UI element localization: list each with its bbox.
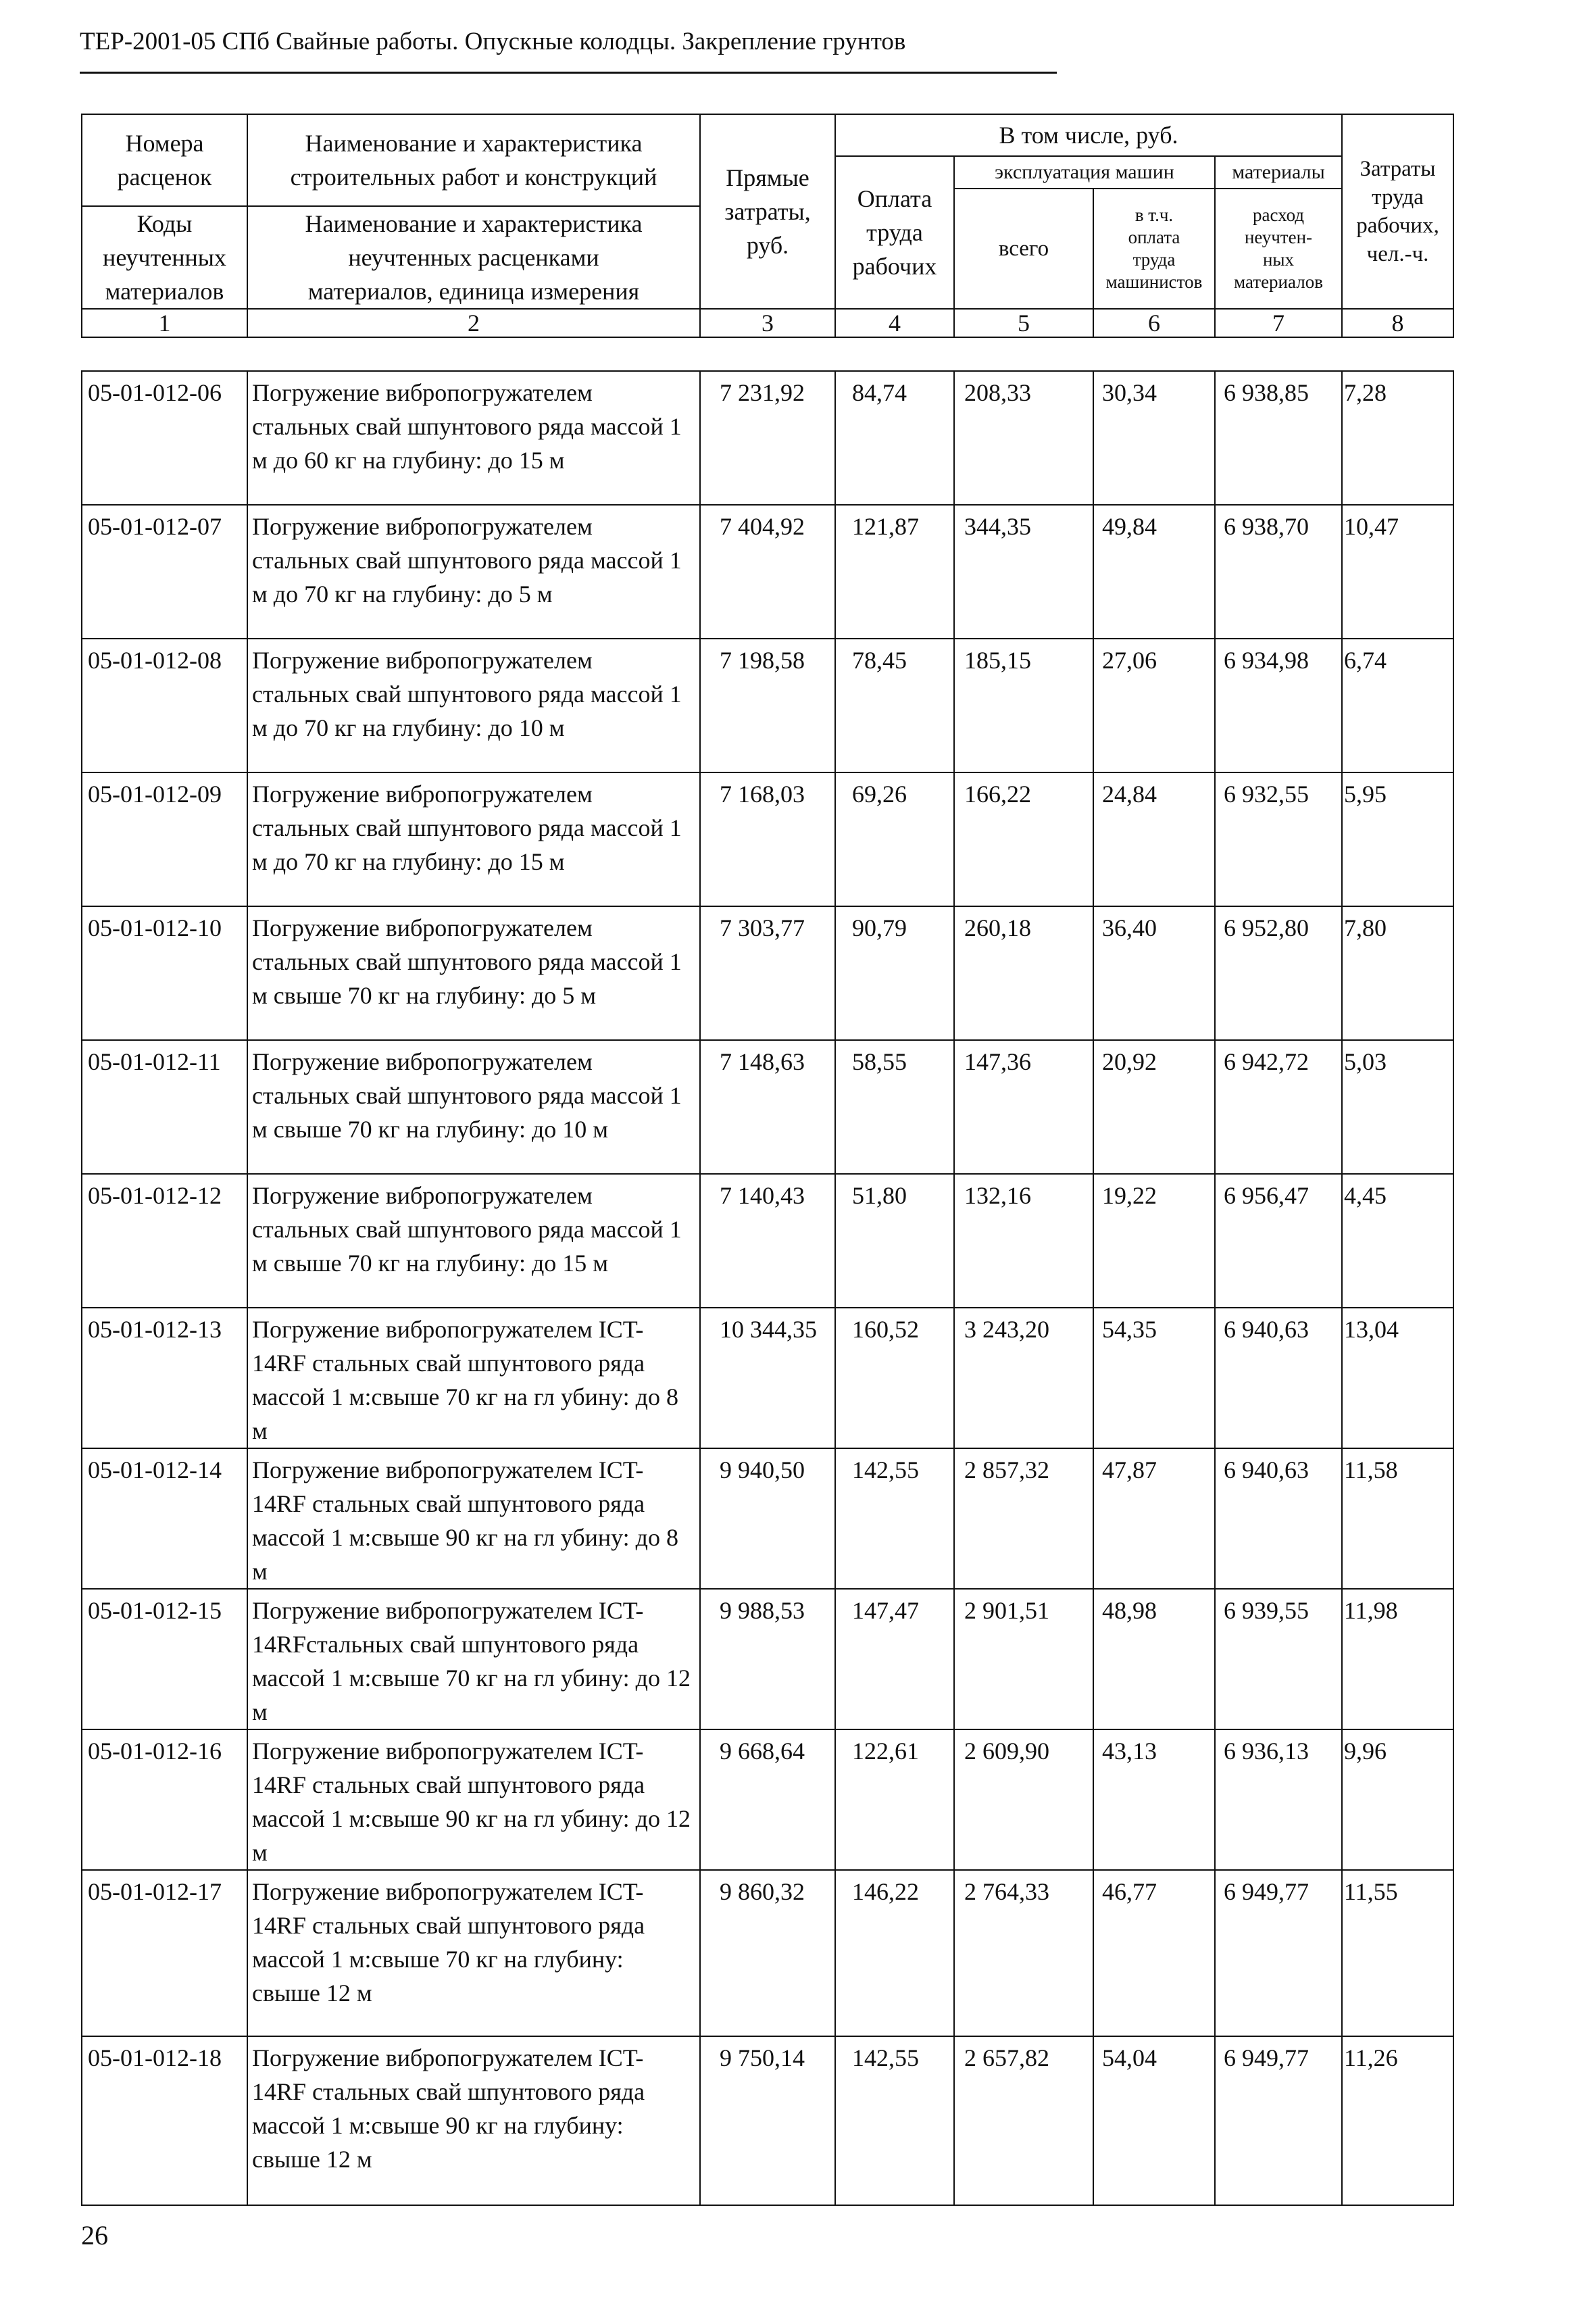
header-work-name: Наименование и характеристика строительных работ и конструкций [247,114,700,206]
labor-hours-cell: 10,47 [1342,505,1453,639]
table-row [82,1308,1453,1448]
table-row [82,1174,1453,1308]
header-labor-pay: Оплата труда рабочих [835,156,954,309]
labor-pay-cell: 142,55 [835,2036,954,2205]
labor-hours-cell: 11,98 [1342,1589,1453,1729]
column-number: 8 [1342,309,1453,337]
header-unaccounted-materials: расход неучтен- ных материалов [1215,189,1342,309]
work-description-cell: Погружение вибропогружателем ICT-14RFстальных свай шпунтового ряда массой 1 м:свыше 70 кг на гл убину: до 12 м [247,1589,700,1729]
work-description-cell: Погружение вибропогружателем стальных свай шпунтового ряда массой 1 м до 60 кг на глубину: до 15 м [247,371,700,505]
direct-costs-cell: 9 940,50 [700,1448,835,1589]
rate-code-cell: 05-01-012-14 [82,1448,247,1589]
machines-total-cell: 132,16 [954,1174,1093,1308]
machinists-pay-cell: 54,04 [1093,2036,1215,2205]
labor-pay-cell: 69,26 [835,772,954,906]
machinists-pay-cell: 27,06 [1093,639,1215,772]
running-header: ТЕР-2001-05 СПб Свайные работы. Опускные колодцы. Закрепление грунтов [80,28,906,55]
table-row [82,906,1453,1040]
header-material-codes: Коды неучтенных материалов [82,206,247,309]
direct-costs-cell: 10 344,35 [700,1308,835,1448]
labor-pay-cell: 121,87 [835,505,954,639]
machines-total-cell: 3 243,20 [954,1308,1093,1448]
labor-pay-cell: 146,22 [835,1870,954,2036]
direct-costs-cell: 9 668,64 [700,1729,835,1870]
materials-cost-cell: 6 938,85 [1215,371,1342,505]
rate-code-cell: 05-01-012-12 [82,1174,247,1308]
table-header [81,114,1454,338]
work-description-cell: Погружение вибропогружателем стальных свай шпунтового ряда массой 1 м до 70 кг на глубину: до 10 м [247,639,700,772]
direct-costs-cell: 7 148,63 [700,1040,835,1174]
labor-hours-cell: 11,26 [1342,2036,1453,2205]
direct-costs-cell: 7 303,77 [700,906,835,1040]
direct-costs-cell: 7 404,92 [700,505,835,639]
direct-costs-cell: 7 198,58 [700,639,835,772]
direct-costs-cell: 7 168,03 [700,772,835,906]
materials-cost-cell: 6 942,72 [1215,1040,1342,1174]
materials-cost-cell: 6 952,80 [1215,906,1342,1040]
labor-hours-cell: 11,55 [1342,1870,1453,2036]
machines-total-cell: 208,33 [954,371,1093,505]
materials-cost-cell: 6 949,77 [1215,2036,1342,2205]
work-description-cell: Погружение вибропогружателем ICT-14RF стальных свай шпунтового ряда массой 1 м:свыше 90 кг на гл убину: до 8 м [247,1448,700,1589]
work-description-cell: Погружение вибропогружателем стальных свай шпунтового ряда массой 1 м до 70 кг на глубину: до 15 м [247,772,700,906]
table-row [82,505,1453,639]
column-number: 1 [82,309,247,337]
work-description-cell: Погружение вибропогружателем ICT-14RF стальных свай шпунтового ряда массой 1 м:свыше 90 кг на глубину: свыше 12 м [247,2036,700,2205]
direct-costs-cell: 9 988,53 [700,1589,835,1729]
materials-cost-cell: 6 934,98 [1215,639,1342,772]
table-row [82,772,1453,906]
direct-costs-cell: 9 860,32 [700,1870,835,2036]
header-machine-operation: эксплуатация машин [954,156,1215,189]
table-row [82,1589,1453,1729]
machines-total-cell: 147,36 [954,1040,1093,1174]
materials-cost-cell: 6 939,55 [1215,1589,1342,1729]
work-description-cell: Погружение вибропогружателем стальных свай шпунтового ряда массой 1 м свыше 70 кг на глубину: до 10 м [247,1040,700,1174]
rates-table [81,370,1454,2206]
header-machines-total: всего [954,189,1093,309]
materials-cost-cell: 6 940,63 [1215,1308,1342,1448]
column-number: 2 [247,309,700,337]
machinists-pay-cell: 19,22 [1093,1174,1215,1308]
machines-total-cell: 185,15 [954,639,1093,772]
header-direct-costs: Прямые затраты, руб. [700,114,835,309]
labor-hours-cell: 9,96 [1342,1729,1453,1870]
header-material-name: Наименование и характеристика неучтенных расценками материалов, единица измерения [247,206,700,309]
materials-cost-cell: 6 932,55 [1215,772,1342,906]
machinists-pay-cell: 48,98 [1093,1589,1215,1729]
direct-costs-cell: 9 750,14 [700,2036,835,2205]
column-number: 7 [1215,309,1342,337]
machinists-pay-cell: 24,84 [1093,772,1215,906]
column-number: 6 [1093,309,1215,337]
machines-total-cell: 260,18 [954,906,1093,1040]
labor-pay-cell: 84,74 [835,371,954,505]
machines-total-cell: 2 857,32 [954,1448,1093,1589]
materials-cost-cell: 6 940,63 [1215,1448,1342,1589]
materials-cost-cell: 6 938,70 [1215,505,1342,639]
machines-total-cell: 2 901,51 [954,1589,1093,1729]
header-rate-numbers: Номера расценок [82,114,247,206]
labor-pay-cell: 142,55 [835,1448,954,1589]
work-description-cell: Погружение вибропогружателем стальных свай шпунтового ряда массой 1 м до 70 кг на глубину: до 5 м [247,505,700,639]
materials-cost-cell: 6 936,13 [1215,1729,1342,1870]
materials-cost-cell: 6 949,77 [1215,1870,1342,2036]
direct-costs-cell: 7 231,92 [700,371,835,505]
labor-hours-cell: 4,45 [1342,1174,1453,1308]
machines-total-cell: 2 657,82 [954,2036,1093,2205]
header-materials: материалы [1215,156,1342,189]
machinists-pay-cell: 43,13 [1093,1729,1215,1870]
labor-pay-cell: 160,52 [835,1308,954,1448]
labor-hours-cell: 13,04 [1342,1308,1453,1448]
table-row [82,1729,1453,1870]
rate-code-cell: 05-01-012-13 [82,1308,247,1448]
labor-hours-cell: 6,74 [1342,639,1453,772]
machinists-pay-cell: 49,84 [1093,505,1215,639]
machinists-pay-cell: 46,77 [1093,1870,1215,2036]
rate-code-cell: 05-01-012-16 [82,1729,247,1870]
table-row [82,1870,1453,2036]
machinists-pay-cell: 47,87 [1093,1448,1215,1589]
rate-code-cell: 05-01-012-18 [82,2036,247,2205]
labor-pay-cell: 78,45 [835,639,954,772]
labor-pay-cell: 58,55 [835,1040,954,1174]
rate-code-cell: 05-01-012-06 [82,371,247,505]
column-numbers-row [82,309,1453,337]
work-description-cell: Погружение вибропогружателем ICT-14RF стальных свай шпунтового ряда массой 1 м:свыше 70 кг на гл убину: до 8 м [247,1308,700,1448]
work-description-cell: Погружение вибропогружателем ICT-14RF стальных свай шпунтового ряда массой 1 м:свыше 70 кг на глубину: свыше 12 м [247,1870,700,2036]
labor-hours-cell: 7,80 [1342,906,1453,1040]
rate-code-cell: 05-01-012-07 [82,505,247,639]
rate-code-cell: 05-01-012-15 [82,1589,247,1729]
machines-total-cell: 2 764,33 [954,1870,1093,2036]
machinists-pay-cell: 36,40 [1093,906,1215,1040]
labor-hours-cell: 7,28 [1342,371,1453,505]
work-description-cell: Погружение вибропогружателем стальных свай шпунтового ряда массой 1 м свыше 70 кг на глубину: до 15 м [247,1174,700,1308]
machinists-pay-cell: 54,35 [1093,1308,1215,1448]
table-row [82,639,1453,772]
machines-total-cell: 344,35 [954,505,1093,639]
page-number: 26 [81,2220,108,2250]
table-row [82,1448,1453,1589]
labor-pay-cell: 90,79 [835,906,954,1040]
labor-hours-cell: 5,95 [1342,772,1453,906]
rate-code-cell: 05-01-012-09 [82,772,247,906]
table-row [82,1040,1453,1174]
materials-cost-cell: 6 956,47 [1215,1174,1342,1308]
header-rule [80,72,1057,74]
rate-code-cell: 05-01-012-10 [82,906,247,1040]
rate-code-cell: 05-01-012-11 [82,1040,247,1174]
labor-hours-cell: 5,03 [1342,1040,1453,1174]
machinists-pay-cell: 20,92 [1093,1040,1215,1174]
labor-hours-cell: 11,58 [1342,1448,1453,1589]
column-number: 4 [835,309,954,337]
table-row [82,2036,1453,2205]
labor-pay-cell: 51,80 [835,1174,954,1308]
column-number: 3 [700,309,835,337]
labor-pay-cell: 122,61 [835,1729,954,1870]
header-machinists-pay: в т.ч. оплата труда машинистов [1093,189,1215,309]
machinists-pay-cell: 30,34 [1093,371,1215,505]
table-row [82,371,1453,505]
machines-total-cell: 166,22 [954,772,1093,906]
work-description-cell: Погружение вибропогружателем ICT-14RF стальных свай шпунтового ряда массой 1 м:свыше 90 кг на гл убину: до 12 м [247,1729,700,1870]
header-labor-hours: Затраты труда рабочих, чел.-ч. [1342,114,1453,309]
header-group-title: В том числе, руб. [835,114,1342,156]
column-number: 5 [954,309,1093,337]
labor-pay-cell: 147,47 [835,1589,954,1729]
work-description-cell: Погружение вибропогружателем стальных свай шпунтового ряда массой 1 м свыше 70 кг на глубину: до 5 м [247,906,700,1040]
rate-code-cell: 05-01-012-08 [82,639,247,772]
machines-total-cell: 2 609,90 [954,1729,1093,1870]
direct-costs-cell: 7 140,43 [700,1174,835,1308]
rate-code-cell: 05-01-012-17 [82,1870,247,2036]
